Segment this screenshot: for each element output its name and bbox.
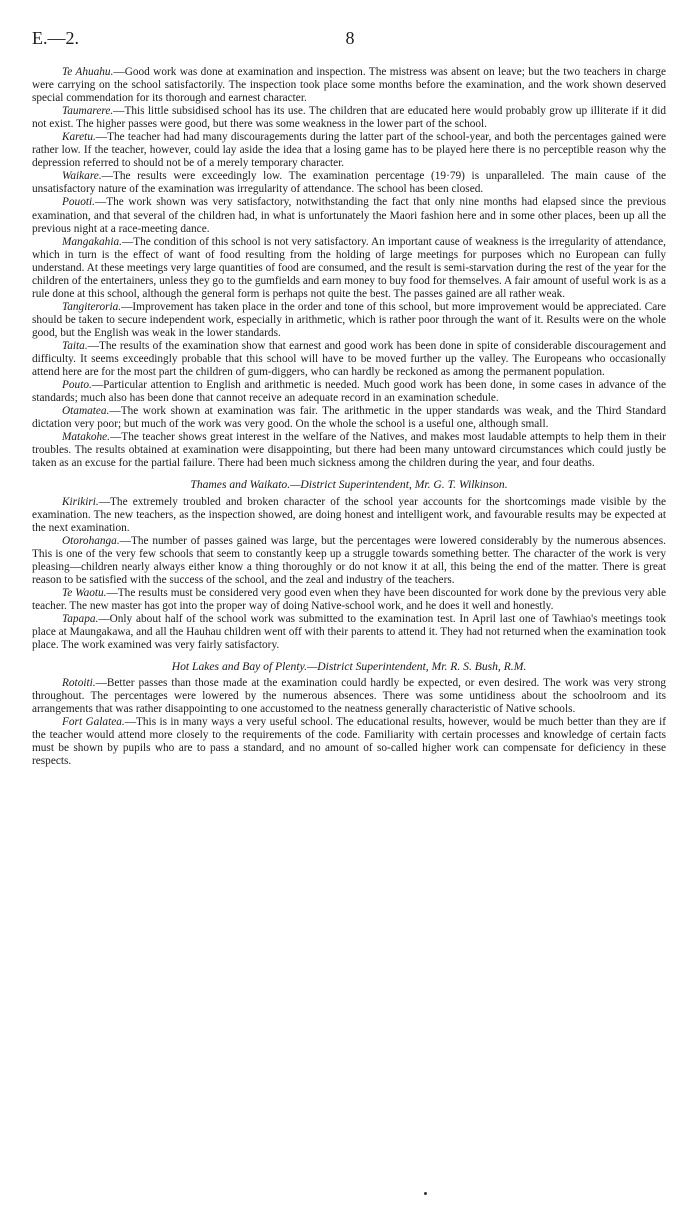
school-name: Pouto.	[62, 379, 92, 392]
report-text: —This little subsidised school has its use. The children that are educated here would probably grow up illiterate if it did not exist. The higher passes were good, but there was some weakness in the lower part of the school.	[32, 105, 666, 131]
school-report-paragraph	[32, 340, 666, 379]
school-name: Karetu.	[62, 131, 96, 144]
school-name: Waikare.	[62, 170, 102, 183]
school-name: Pouoti.	[62, 196, 95, 209]
school-report-paragraph	[32, 405, 666, 431]
school-name: Otamatea.	[62, 405, 110, 418]
report-text: —The work shown at examination was fair. The arithmetic in the upper standards was weak, and the Third Standard dictation very poor; but much of the work was very good. On the whole the school is a useful one, although small.	[32, 405, 666, 431]
report-text: —Better passes than those made at the examination could hardly be expected, or even desired. The work was very strong throughout. The percentages were lowered by the numerous absences. There was some untidiness about the schoolroom and its arrangements that was rather disappointing to one accustomed to the neatness generally characteristic of Native schools.	[32, 677, 666, 716]
section-title-thames-waikato: Thames and Waikato.—District Superintendent, Mr. G. T. Wilkinson.	[190, 478, 508, 492]
school-report-paragraph	[32, 496, 666, 535]
report-text: —The work shown was very satisfactory, notwithstanding the fact that only nine months had elapsed since the previous examination, and that several of the children had, in what is unfortunately the Maori fashion here and in some other places, been up all the previous night at a race-meeting dance.	[32, 196, 666, 235]
section-1-paragraphs	[32, 66, 666, 470]
report-text: —The condition of this school is not very satisfactory. An important cause of weakness is the irregularity of attendance, which in turn is the effect of want of food resulting from the holding of large meetings for purposes which no European can fully understand. At these meetings very large quantities of food are consumed, and the result is semi-starvation during the rest of the year for the children of the entertainers, unless they go to the gumfields and earn money to buy food for themselves. A fair amount of useful work is as a rule done at this school, although the general form is perhaps not quite the best. The passes gained are all rather weak.	[32, 235, 666, 300]
school-report-paragraph	[32, 613, 666, 652]
school-report-paragraph	[32, 170, 666, 196]
report-text: —The extremely troubled and broken character of the school year accounts for the shortcomings made visible by the examination. The new teachers, as the inspection showed, are doing honest and intelligent work, and favourable results may be expected at the next examination.	[32, 495, 666, 534]
school-report-paragraph	[32, 131, 666, 170]
school-name: Te Waotu.	[62, 586, 107, 599]
report-text: —Particular attention to English and arithmetic is needed. Much good work has been done, in some cases in advance of the standards; much also has been done that cannot receive an adequate record in an examination schedule.	[32, 379, 666, 405]
school-name: Taumarere.	[62, 105, 114, 118]
school-name: Mangakahia.	[62, 235, 122, 248]
report-text: —Good work was done at examination and inspection. The mistress was absent on leave; but the two teachers in charge were carrying on the school satisfactorily. The inspection took place some months before the examination, and the work shown deserved special commendation for its thorough and earnest character.	[32, 66, 666, 105]
stray-mark	[424, 1192, 427, 1195]
school-name: Taita.	[62, 339, 88, 352]
page-header	[32, 28, 668, 50]
report-body	[32, 66, 666, 768]
report-text: —The results were exceedingly low. The examination percentage (19·79) is unparalleled. The main cause of the unsatisfactory nature of the examination was irregularity of attendance. The school has been closed.	[32, 170, 666, 196]
school-report-paragraph	[32, 236, 666, 301]
school-name: Tapapa.	[62, 612, 99, 625]
school-name: Fort Galatea.	[62, 716, 125, 729]
school-report-paragraph	[32, 587, 666, 613]
report-text: —The results of the examination show that earnest and good work has been done in spite of considerable discouragement and difficulty. It seems exceedingly probable that this school will have to be moved further up the valley. The Europeans who occasionally attend here are for the most part the children of gum-diggers, who can hardly be reckoned as among the permanent population.	[32, 339, 666, 379]
page-number: 8	[345, 28, 355, 48]
school-name: Te Ahuahu.	[62, 66, 114, 78]
school-name: Otorohanga.	[62, 534, 120, 547]
school-name: Tangiteroria.	[62, 300, 122, 313]
school-report-paragraph	[32, 379, 666, 405]
report-text: —This is in many ways a very useful school. The educational results, however, would be much better than they are if the teacher would attend more closely to the requirements of the code. Familiarity with certain processes and knowledge of certain facts must be shown by pupils who are to pass a standard, and no amount of so-called higher work can compensate for deficiency in these respects.	[32, 716, 666, 768]
report-text: —The results must be considered very good even when they have been discounted for work done by the previous very able teacher. The new master has got into the proper way of doing Native-school work, and he does it well and honestly.	[32, 586, 666, 612]
report-text: —The teacher had had many discouragements during the latter part of the school-year, and both the percentages gained were rather low. If the teacher, however, could lay aside the idea that a losing game has to be played here there is no perceptible reason why the depression referred to should not be of a merely temporary character.	[32, 131, 666, 170]
school-report-paragraph	[32, 301, 666, 340]
report-text: —The teacher shows great interest in the welfare of the Natives, and makes most laudable attempts to help them in their troubles. The results obtained at examination were disappointing, but there had been many untoward circumstances which could justly be taken as an excuse for the partial failure. There had been much sickness among the children during the year, and four deaths.	[32, 431, 666, 470]
school-report-paragraph	[32, 431, 666, 470]
report-text: —Only about half of the school work was submitted to the examination test. In April last one of Tawhiao's meetings took place at Maungakawa, and all the Hauhau children went off with their parents to attend it. They had not returned when the examination took place. The work examined was very fairly satisfactory.	[32, 612, 666, 652]
school-name: Rotoiti.	[62, 677, 96, 690]
report-text: —Improvement has taken place in the order and tone of this school, but more improvement would be appreciated. Care should be taken to secure independent work, especially in arithmetic, which is rather poor through the want of it. Results were on the whole good, but the English was weak in the lower standards.	[32, 300, 666, 339]
school-report-paragraph	[32, 716, 666, 768]
school-report-paragraph	[32, 105, 666, 131]
school-name: Matakohe.	[62, 431, 110, 444]
report-text: —The number of passes gained was large, but the percentages were lowered considerably by the numerous absences. This is one of the very few schools that seem to constantly keep up a struggle towards something better. The character of the work is very pleasing—children nearly always either know a thing thoroughly or do not know it at all, this being the end of the matter. There is great reason to be satisfied with the success of the school, and the zeal and industry of the teachers.	[32, 534, 666, 586]
section-3-paragraphs	[32, 677, 666, 768]
school-report-paragraph	[32, 677, 666, 716]
school-report-paragraph	[32, 196, 666, 235]
document-reference: E.—2.	[32, 28, 79, 48]
section-title-hot-lakes: Hot Lakes and Bay of Plenty.—District Superintendent, Mr. R. S. Bush, R.M.	[171, 660, 527, 674]
school-report-paragraph	[32, 66, 666, 105]
school-report-paragraph	[32, 535, 666, 587]
school-name: Kirikiri.	[62, 495, 99, 508]
section-2-paragraphs	[32, 496, 666, 653]
